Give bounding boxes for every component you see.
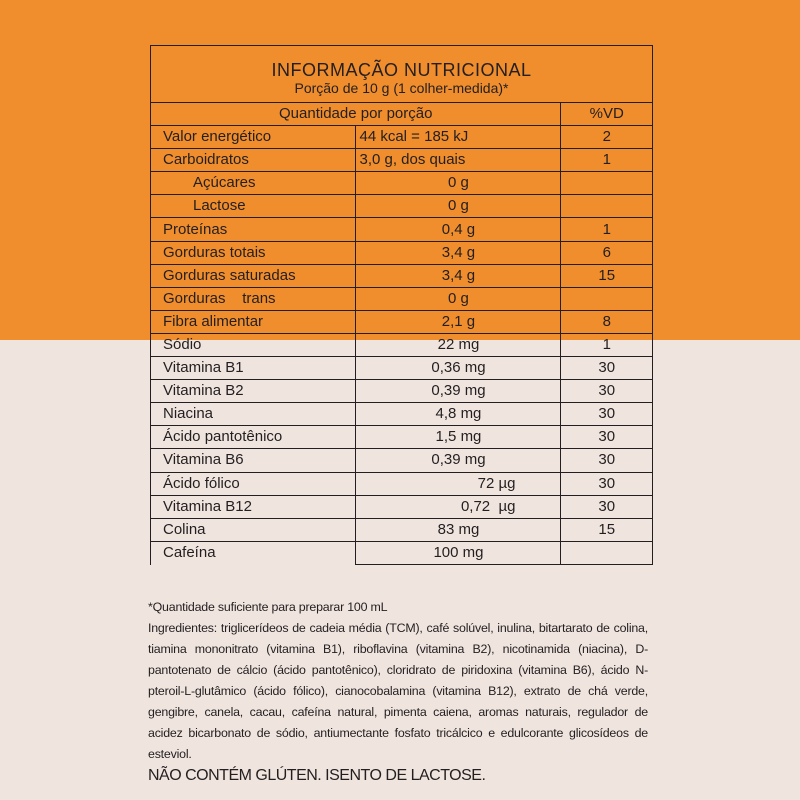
table-row <box>151 333 652 356</box>
header-vd: %VD <box>561 103 652 126</box>
nutrient-name: Vitamina B12 <box>151 495 356 518</box>
nutrient-name: Açúcares <box>151 172 356 195</box>
nutrient-amount: 0 g <box>356 287 561 310</box>
nutrient-amount: 0,39 mg <box>356 449 561 472</box>
nutrient-vd: 15 <box>561 518 652 541</box>
allergen-notice: NÃO CONTÉM GLÚTEN. ISENTO DE LACTOSE. <box>148 767 486 784</box>
label-text-block <box>148 597 648 786</box>
nutrient-name: Colina <box>151 518 356 541</box>
table-row <box>151 172 652 195</box>
nutrient-amount: 0 g <box>356 172 561 195</box>
nutrient-vd: 6 <box>561 241 652 264</box>
nutrient-amount: 44 kcal = 185 kJ <box>356 126 561 149</box>
nutrition-rows <box>151 126 652 565</box>
nutrient-amount: 0,39 mg <box>356 380 561 403</box>
nutrient-vd: 30 <box>561 380 652 403</box>
nutrient-name: Sódio <box>151 333 356 356</box>
nutrient-amount: 3,0 g, dos quais <box>356 149 561 172</box>
nutrient-vd: 30 <box>561 449 652 472</box>
table-header-row <box>151 103 652 126</box>
table-row <box>151 541 652 564</box>
nutrient-name: Vitamina B2 <box>151 380 356 403</box>
nutrient-vd: 30 <box>561 357 652 380</box>
nutrient-vd <box>561 541 652 564</box>
nutrient-amount: 3,4 g <box>356 264 561 287</box>
nutrient-amount: 0 g <box>356 195 561 218</box>
table-row <box>151 218 652 241</box>
nutrient-amount: 4,8 mg <box>356 403 561 426</box>
nutrient-name: Proteínas <box>151 218 356 241</box>
portion-size: Porção de 10 g (1 colher-medida)* <box>294 80 509 96</box>
nutrient-amount: 0,72 µg <box>356 495 561 518</box>
nutrient-vd: 2 <box>561 126 652 149</box>
nutrition-table <box>151 102 652 565</box>
nutrient-vd: 15 <box>561 264 652 287</box>
nutrient-name: Gorduras saturadas <box>151 264 356 287</box>
table-row <box>151 195 652 218</box>
nutrient-amount: 22 mg <box>356 333 561 356</box>
table-row <box>151 126 652 149</box>
nutrient-name: Lactose <box>151 195 356 218</box>
nutrition-title: INFORMAÇÃO NUTRICIONAL <box>271 60 532 80</box>
nutrient-vd: 1 <box>561 218 652 241</box>
nutrient-amount: 0,4 g <box>356 218 561 241</box>
nutrient-name: Gorduras totais <box>151 241 356 264</box>
table-row <box>151 449 652 472</box>
header-quantity: Quantidade por porção <box>151 103 561 126</box>
table-row <box>151 495 652 518</box>
nutrient-name: Vitamina B6 <box>151 449 356 472</box>
nutrient-vd: 1 <box>561 149 652 172</box>
nutrition-facts-panel <box>150 45 653 565</box>
nutrient-vd: 30 <box>561 403 652 426</box>
table-row <box>151 472 652 495</box>
nutrient-vd <box>561 287 652 310</box>
table-row <box>151 149 652 172</box>
nutrient-name: Gorduras trans <box>151 287 356 310</box>
nutrient-amount: 2,1 g <box>356 310 561 333</box>
footnote: *Quantidade suficiente para preparar 100 mL <box>148 600 388 614</box>
nutrient-name: Ácido fólico <box>151 472 356 495</box>
nutrient-name: Niacina <box>151 403 356 426</box>
table-row <box>151 426 652 449</box>
table-row <box>151 310 652 333</box>
table-row <box>151 380 652 403</box>
nutrient-amount: 1,5 mg <box>356 426 561 449</box>
nutrient-name: Fibra alimentar <box>151 310 356 333</box>
ingredients-list: Ingredientes: triglicerídeos de cadeia média (TCM), café solúvel, inulina, bitartarato de colina, tiamina mononitrato (vitamina B1), riboflavina (vitamina B2), nicotinamida (niacina), D-pantotenato de cálcio (ácido pantotênico), cloridrato de piridoxina (vitamina B6), ácido N-pteroil-L-glutâmico (ácido fólico), cianocobalamina (vitamina B12), extrato de chá verde, gengibre, canela, cacau, cafeína natural, pimenta caiena, aromas naturais, regulador de acidez bicarbonato de sódio, antiumectante fosfato tricálcico e edulcorante glicosídeos de esteviol. <box>148 621 648 761</box>
nutrient-vd: 30 <box>561 472 652 495</box>
nutrient-name: Vitamina B1 <box>151 357 356 380</box>
table-row <box>151 241 652 264</box>
nutrient-amount: 72 µg <box>356 472 561 495</box>
nutrient-vd: 8 <box>561 310 652 333</box>
nutrient-name: Valor energético <box>151 126 356 149</box>
table-row <box>151 403 652 426</box>
nutrient-name: Carboidratos <box>151 149 356 172</box>
table-row <box>151 357 652 380</box>
nutrient-vd: 30 <box>561 495 652 518</box>
nutrient-vd: 1 <box>561 333 652 356</box>
nutrient-vd: 30 <box>561 426 652 449</box>
nutrient-amount: 0,36 mg <box>356 357 561 380</box>
nutrient-amount: 83 mg <box>356 518 561 541</box>
table-row <box>151 264 652 287</box>
nutrient-name: Cafeína <box>151 541 356 564</box>
nutrient-vd <box>561 195 652 218</box>
nutrient-vd <box>561 172 652 195</box>
nutrient-name: Ácido pantotênico <box>151 426 356 449</box>
nutrient-amount: 100 mg <box>356 541 561 564</box>
nutrient-amount: 3,4 g <box>356 241 561 264</box>
table-row <box>151 518 652 541</box>
table-row <box>151 287 652 310</box>
